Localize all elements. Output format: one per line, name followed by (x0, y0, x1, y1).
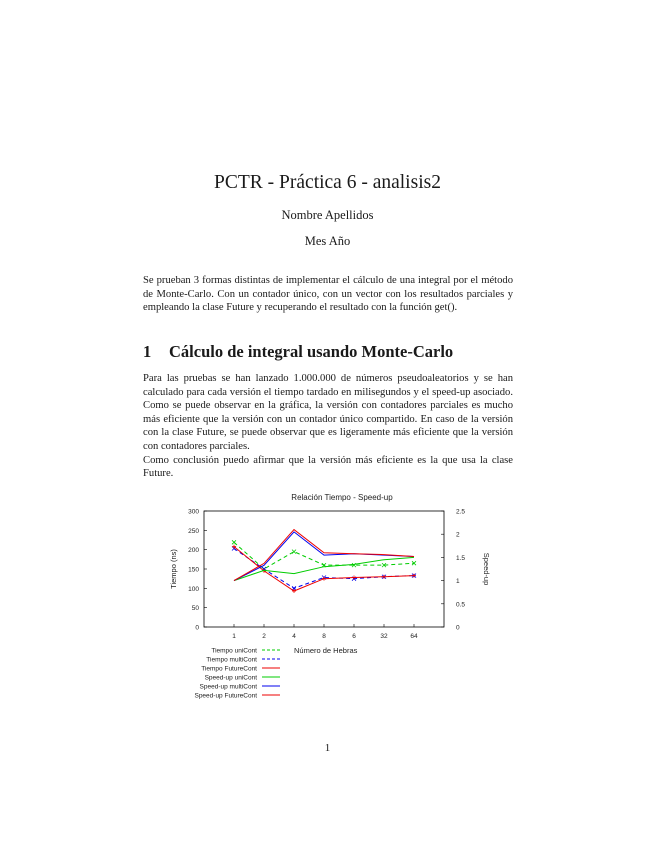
y2-tick-label: 1.5 (456, 554, 466, 562)
abstract: Se prueban 3 formas distintas de implementar el cálculo de una integral por el método de Monte-Carlo. Con un contador único, con un vector con los resultados parciales y empleando la clase Future y recuperando el resultado con la función get(). (143, 275, 513, 314)
x-tick-label: 8 (322, 633, 326, 640)
x-tick-label: 1 (232, 633, 236, 640)
y2-axis-label: Speed-up (482, 552, 491, 586)
page-number: 1 (324, 742, 331, 754)
y-tick-label: 200 (188, 547, 199, 555)
plot-frame (204, 511, 444, 627)
document-title: PCTR - Práctica 6 - analisis2 (214, 172, 441, 193)
legend-label: Tiempo uniCont (211, 647, 257, 655)
y-tick-label: 250 (188, 527, 199, 535)
y2-tick-label: 0 (456, 624, 460, 632)
y-tick-label: 0 (195, 624, 199, 632)
body-paragraph-2: Como conclusión puedo afirmar que la versión más eficiente es la que usa la clase Future. (143, 454, 513, 480)
y-tick-label: 150 (188, 566, 199, 574)
section-title: Cálculo de integral usando Monte-Carlo (169, 342, 454, 361)
author-name: Nombre Apellidos (281, 208, 374, 222)
data-point-tiempo-unicont (232, 540, 236, 544)
y-tick-label: 50 (191, 605, 199, 613)
y2-tick-label: 2 (456, 531, 460, 539)
document-date: Mes Año (304, 234, 351, 248)
x-axis-label: Número de Hebras (294, 646, 358, 655)
legend-label: Speed-up multiCont (199, 683, 257, 691)
section-body (143, 372, 513, 481)
y2-tick-label: 1 (456, 578, 460, 586)
x-tick-label: 6 (352, 633, 356, 640)
y-tick-label: 100 (188, 585, 199, 593)
x-tick-label: 2 (262, 633, 266, 640)
legend-label: Speed-up FutureCont (194, 692, 257, 700)
legend-label: Speed-up uniCont (204, 674, 257, 682)
section-heading (143, 342, 523, 362)
chart-title: Relación Tiempo - Speed-up (291, 493, 393, 502)
y-tick-label: 300 (188, 508, 199, 516)
y-axis-label: Tiempo (ns) (169, 549, 178, 589)
y2-tick-label: 2.5 (456, 508, 466, 516)
section-number: 1 (143, 342, 152, 361)
body-paragraph-1: Para las pruebas se han lanzado 1.000.000 de números pseudoaleatorios y se han calculado para cada versión el tiempo tardado en milisegundos y el speed-up asociado. Como se puede observar en la gráfica, la versión con contadores parciales es mucho más eficiente que la versión con un contador único compartido. En caso de la versión con la clase Future, se puede observar que es ligeramente más eficiente que la versión con contadores parciales. (143, 373, 513, 452)
legend-label: Tiempo multiCont (206, 656, 257, 664)
x-tick-label: 64 (410, 633, 418, 640)
y2-tick-label: 0.5 (456, 601, 466, 609)
x-tick-label: 4 (292, 633, 296, 640)
time-speedup-chart (160, 488, 500, 708)
x-tick-label: 32 (380, 633, 388, 640)
data-point-tiempo-unicont (292, 550, 296, 554)
legend-label: Tiempo FutureCont (201, 665, 257, 673)
series-line-speed-up-multicont (234, 532, 414, 581)
